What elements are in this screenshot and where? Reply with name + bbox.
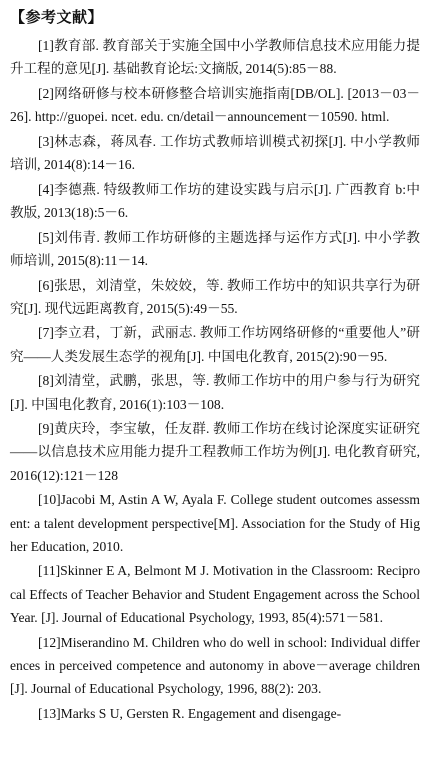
reference-item-10: [10]Jacobi M, Astin A W, Ayala F. College student outcomes assessment: a talent development perspective[M]. Association for the Study of Higher Education, 2010. <box>10 492 420 554</box>
references-heading: 【参考文献】 <box>10 8 104 26</box>
reference-list <box>10 34 420 725</box>
reference-item-9: [9]黄庆玲，李宝敏，任友群. 教师工作坊在线讨论深度实证研究——以信息技术应用能力提升工程教师工作坊为例[J]. 电化教育研究, 2016(12):121－128 <box>10 421 420 483</box>
reference-item-2: [2]网络研修与校本研修整合培训实施指南[DB/OL]. [2013－03－26]. http://guopei. ncet. edu. cn/detail－announcement－10590. html. <box>10 85 420 125</box>
reference-item-13: [13]Marks S U, Gersten R. Engagement and disengage- <box>38 705 342 721</box>
reference-item-1: [1]教育部. 教育部关于实施全国中小学教师信息技术应用能力提升工程的意见[J]. 基础教育论坛:文摘版, 2014(5):85－88. <box>10 38 420 77</box>
reference-item-6: [6]张思，刘清堂，朱姣姣，等. 教师工作坊中的知识共享行为研究[J]. 现代远距离教育, 2015(5):49－55. <box>10 277 420 316</box>
reference-item-5: [5]刘伟青. 教师工作坊研修的主题选择与运作方式[J]. 中小学教师培训, 2015(8):11－14. <box>10 229 420 268</box>
reference-item-8: [8]刘清堂，武鹏，张思，等. 教师工作坊中的用户参与行为研究[J]. 中国电化教育, 2016(1):103－108. <box>10 373 420 412</box>
reference-item-11: [11]Skinner E A, Belmont M J. Motivation in the Classroom: Reciprocal Effects of Teacher Behavior and Student Engagement across the School Year. [J]. Journal of Educational Psychology, 1993, 85(4):571－581. <box>10 563 420 625</box>
reference-item-3: [3]林志森，蒋凤春. 工作坊式教师培训模式初探[J]. 中小学教师培训, 2014(8):14－16. <box>10 133 420 173</box>
reference-item-7: [7]李立君，丁新，武丽志. 教师工作坊网络研修的“重要他人”研究——人类发展生态学的视角[J]. 中国电化教育, 2015(2):90－95. <box>10 325 420 364</box>
reference-item-4: [4]李德燕. 特级教师工作坊的建设实践与启示[J]. 广西教育 b:中教版, 2013(18):5－6. <box>10 181 420 220</box>
reference-item-12: [12]Miserandino M. Children who do well in school: Individual differences in perceived competence and autonomy in above－average children[J]. Journal of Educational Psychology, 1996, 88(2): 203. <box>10 634 420 696</box>
